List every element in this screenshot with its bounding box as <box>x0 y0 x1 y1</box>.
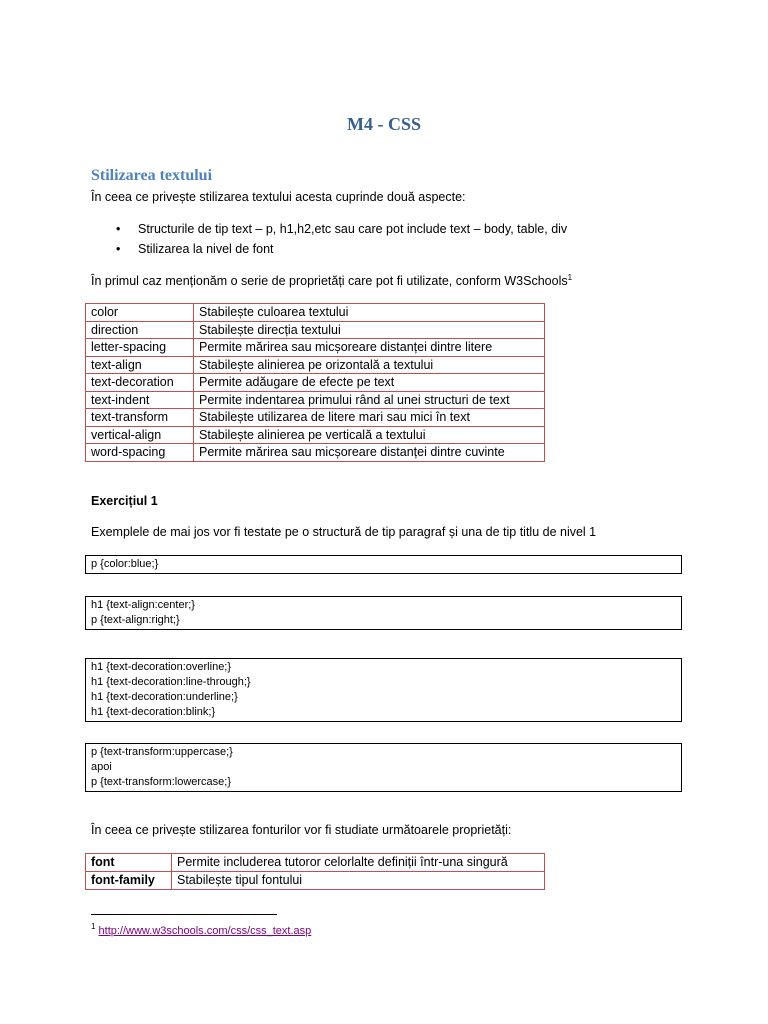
code-line: h1 {text-align:center;} <box>91 599 195 611</box>
property-description: Stabilește alinierea pe orizontală a textului <box>194 356 545 374</box>
property-description: Stabilește alinierea pe verticală a textului <box>194 426 545 444</box>
footnote-link[interactable]: http://www.w3schools.com/css/css_text.asp <box>98 925 312 937</box>
code-line: p {text-transform:lowercase;} <box>91 776 232 788</box>
property-row <box>86 444 545 462</box>
bullet-icon: • <box>116 222 121 236</box>
code-line: p {color:blue;} <box>91 558 159 570</box>
code-line: h1 {text-decoration:line-through;} <box>91 676 251 688</box>
property-row <box>86 391 545 409</box>
code-line: p {text-transform:uppercase;} <box>91 746 233 758</box>
property-row <box>86 321 545 339</box>
property-description: Stabilește tipul fontului <box>172 872 545 890</box>
property-row <box>86 426 545 444</box>
property-description: Permite mărirea sau micșoreare distanței dintre litere <box>194 339 545 357</box>
footnote-reference: 1 <box>567 273 573 282</box>
property-name: text-align <box>86 356 194 374</box>
property-row <box>86 356 545 374</box>
font-properties-table <box>85 853 545 890</box>
footnote <box>91 922 311 937</box>
property-row <box>86 304 545 322</box>
property-description: Permite indentarea primului rând al unei structuri de text <box>194 391 545 409</box>
property-name: vertical-align <box>86 426 194 444</box>
bullet-text: Stilizarea la nivel de font <box>138 242 274 256</box>
bullet-text: Structurile de tip text – p, h1,h2,etc sau care pot include text – body, table, div <box>138 222 568 236</box>
property-row <box>86 374 545 392</box>
properties-intro-text: În primul caz menționăm o serie de proprietăți care pot fi utilizate, conform W3Schools <box>91 274 568 289</box>
code-box <box>85 555 682 574</box>
property-name: word-spacing <box>86 444 194 462</box>
property-name: font <box>86 854 172 872</box>
exercise-intro: Exemplele de mai jos vor fi testate pe o structură de tip paragraf și una de tip titlu de nivel 1 <box>91 525 597 539</box>
property-name: font-family <box>86 872 172 890</box>
property-row <box>86 872 545 890</box>
footnote-separator <box>91 914 277 915</box>
property-description: Stabilește culoarea textului <box>194 304 545 322</box>
page-title: M4 - CSS <box>346 114 421 134</box>
property-name: direction <box>86 321 194 339</box>
code-line: p {text-align:right;} <box>91 614 180 626</box>
code-line: h1 {text-decoration:blink;} <box>91 706 216 718</box>
code-box <box>85 743 682 792</box>
property-row <box>86 854 545 872</box>
property-description: Stabilește direcția textului <box>194 321 545 339</box>
property-description: Stabilește utilizarea de litere mari sau mici în text <box>194 409 545 427</box>
bullet-icon: • <box>116 242 121 256</box>
property-name: text-transform <box>86 409 194 427</box>
property-row <box>86 409 545 427</box>
footnote-number: 1 <box>91 922 96 931</box>
font-intro: În ceea ce privește stilizarea fonturilor vor fi studiate următoarele proprietăți: <box>91 823 512 837</box>
property-name: text-indent <box>86 391 194 409</box>
property-name: color <box>86 304 194 322</box>
code-line: h1 {text-decoration:underline;} <box>91 691 238 703</box>
code-line: h1 {text-decoration:overline;} <box>91 661 232 673</box>
section-heading: Stilizarea textului <box>91 167 213 184</box>
code-box <box>85 658 682 722</box>
exercise-title: Exercițiul 1 <box>91 494 158 508</box>
code-line: apoi <box>91 761 112 773</box>
code-box <box>85 596 682 630</box>
property-description: Permite adăugare de efecte pe text <box>194 374 545 392</box>
property-description: Permite includerea tutoror celorlalte definiții într-una singură <box>172 854 545 872</box>
intro-paragraph: În ceea ce privește stilizarea textului acesta cuprinde două aspecte: <box>91 190 466 204</box>
property-row <box>86 339 545 357</box>
text-properties-table <box>85 303 545 462</box>
properties-intro <box>91 273 572 288</box>
property-name: letter-spacing <box>86 339 194 357</box>
property-name: text-decoration <box>86 374 194 392</box>
property-description: Permite mărirea sau micșoreare distanței dintre cuvinte <box>194 444 545 462</box>
